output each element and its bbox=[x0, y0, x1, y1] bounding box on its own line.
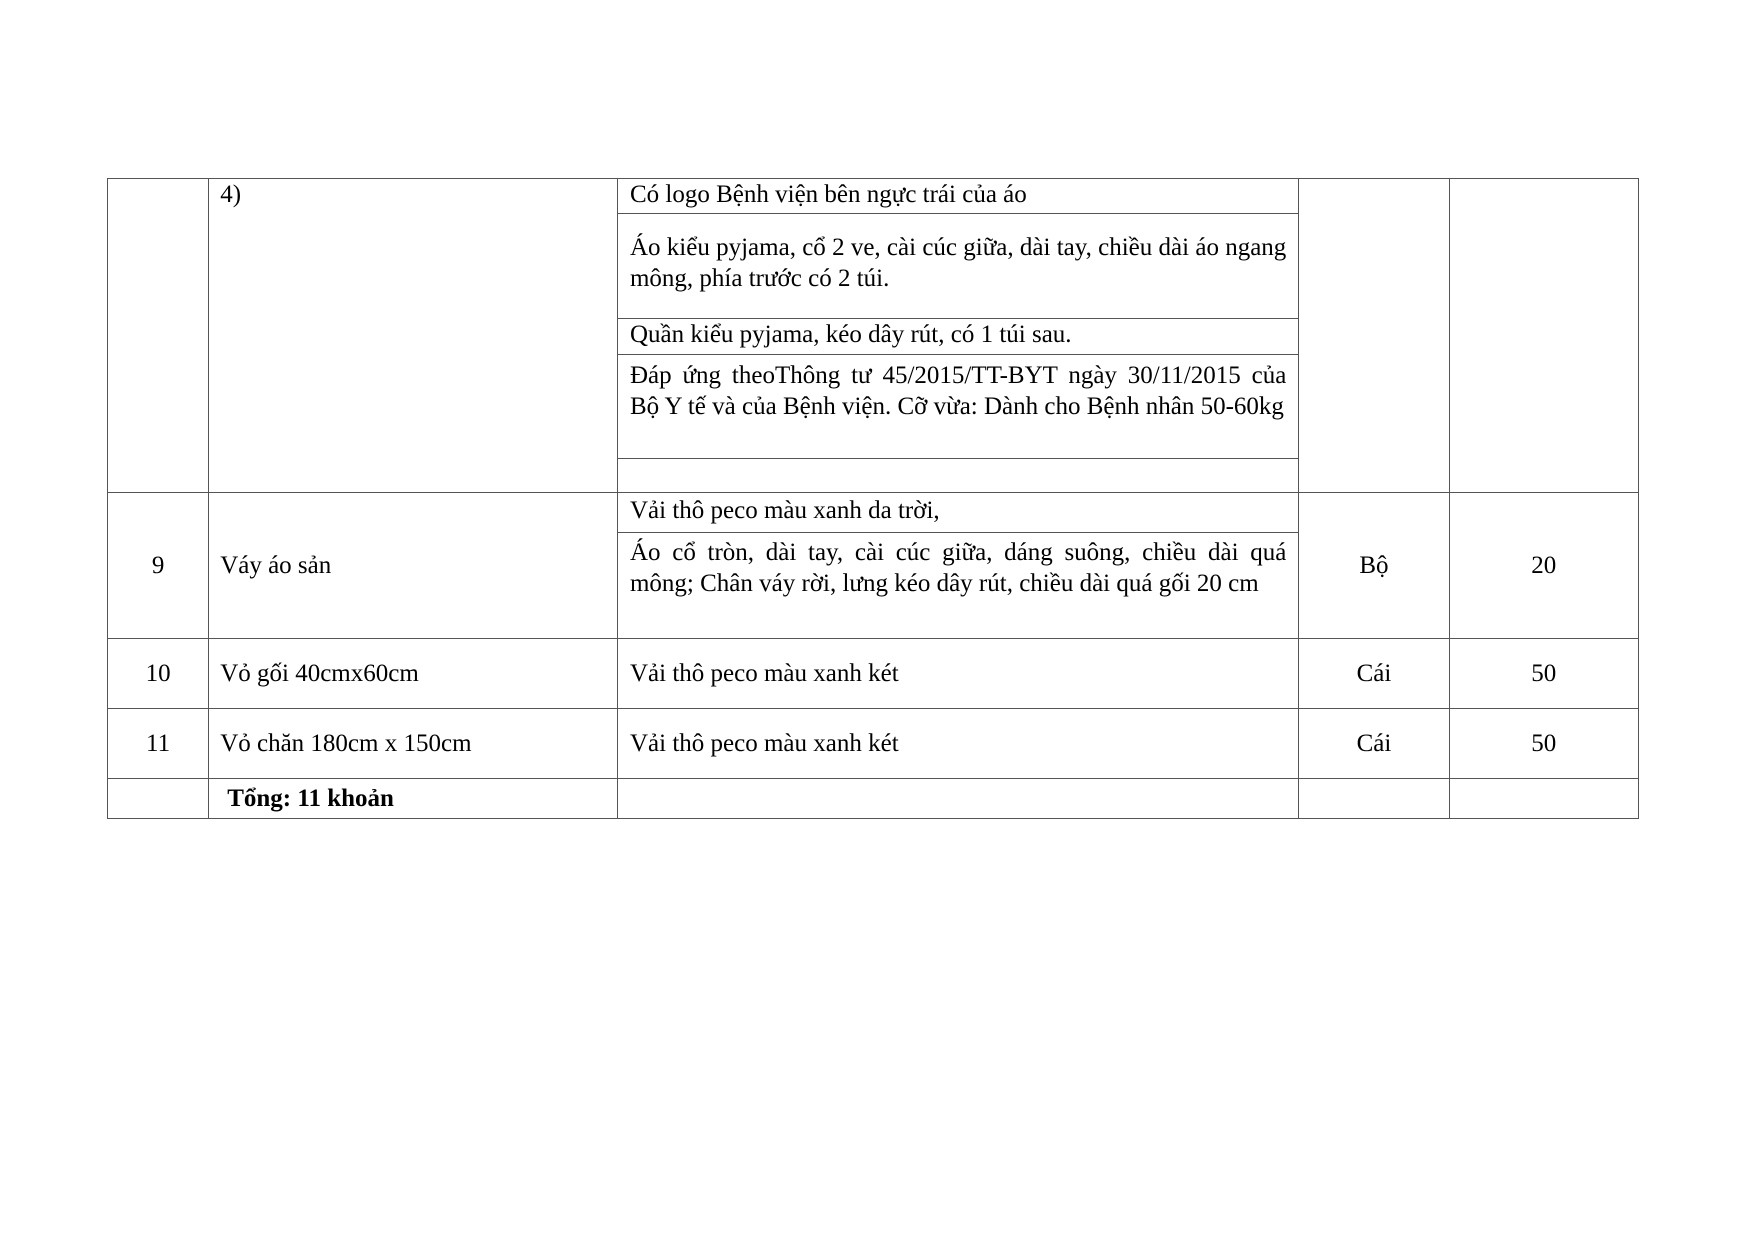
total-row bbox=[108, 779, 1639, 819]
stt-cell: 9 bbox=[108, 493, 209, 639]
qty-cell: 20 bbox=[1449, 493, 1638, 639]
unit-cell bbox=[1299, 179, 1449, 493]
qty-cell: 50 bbox=[1449, 709, 1638, 779]
unit-cell: Cái bbox=[1299, 709, 1449, 779]
unit-cell: Bộ bbox=[1299, 493, 1449, 639]
spec-line: Áo cổ tròn, dài tay, cài cúc giữa, dáng suông, chiều dài quá mông; Chân váy rời, lưng kéo dây rút, chiều dài quá gối 20 cm bbox=[629, 539, 1287, 597]
spec-line bbox=[618, 459, 1298, 492]
qty-cell bbox=[1449, 179, 1638, 493]
stt-cell bbox=[108, 779, 209, 819]
unit-cell: Cái bbox=[1299, 639, 1449, 709]
qty-cell bbox=[1449, 779, 1638, 819]
spec-line: Áo kiểu pyjama, cổ 2 ve, cài cúc giữa, dài tay, chiều dài áo ngang mông, phía trước có 2 túi. bbox=[618, 214, 1298, 319]
spec-line: Có logo Bệnh viện bên ngực trái của áo bbox=[618, 179, 1298, 214]
stt-cell bbox=[108, 179, 209, 493]
item-name-cell: Vỏ chăn 180cm x 150cm bbox=[209, 709, 618, 779]
items-table bbox=[107, 178, 1639, 819]
spec-line: Quần kiểu pyjama, kéo dây rút, có 1 túi sau. bbox=[618, 319, 1298, 355]
item-name: 4) bbox=[220, 181, 242, 208]
table-row bbox=[108, 179, 1639, 493]
table-row bbox=[108, 639, 1639, 709]
spec-cell bbox=[617, 779, 1298, 819]
stt-cell: 10 bbox=[108, 639, 209, 709]
item-name-cell bbox=[209, 179, 618, 493]
spec-line: Đáp ứng theoThông tư 45/2015/TT-BYT ngày 30/11/2015 của Bộ Y tế và của Bệnh viện. Cỡ vừa: Dành cho Bệnh nhân 50-60kg bbox=[618, 355, 1298, 459]
spec-line: Vải thô peco màu xanh da trời, bbox=[618, 493, 1298, 533]
table-row bbox=[108, 493, 1639, 639]
qty-cell: 50 bbox=[1449, 639, 1638, 709]
item-name-cell: Váy áo sản bbox=[209, 493, 618, 639]
stt-cell: 11 bbox=[108, 709, 209, 779]
spec-cell: Vải thô peco màu xanh két bbox=[617, 639, 1298, 709]
item-name-cell: Vỏ gối 40cmx60cm bbox=[209, 639, 618, 709]
table-row bbox=[108, 709, 1639, 779]
unit-cell bbox=[1299, 779, 1449, 819]
spec-cell bbox=[617, 493, 1298, 639]
total-label: Tổng: 11 khoản bbox=[209, 779, 618, 819]
spec-cell bbox=[617, 179, 1298, 493]
spec-cell: Vải thô peco màu xanh két bbox=[617, 709, 1298, 779]
